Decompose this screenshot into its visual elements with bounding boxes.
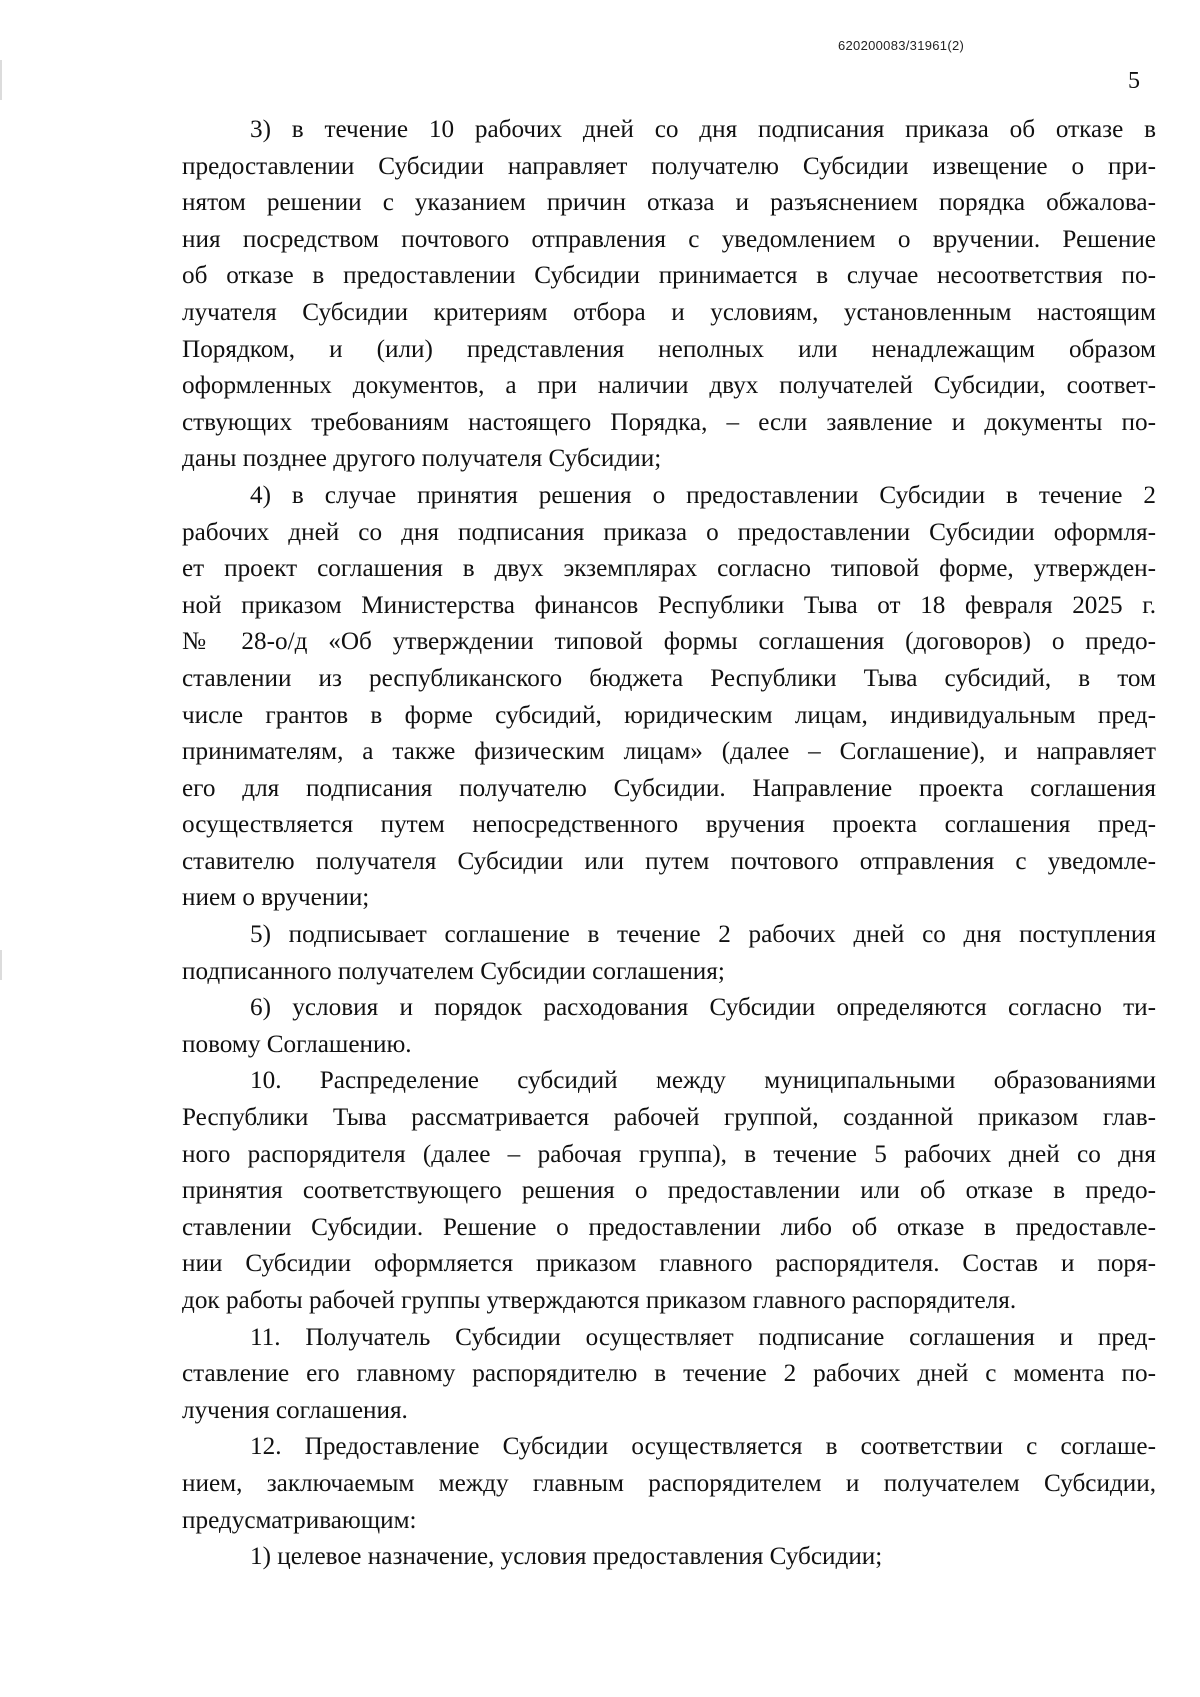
paragraph-p6 [182, 990, 1156, 1063]
text-line: ставлении из республиканского бюджета Республики Тыва субсидий, в том [182, 664, 1156, 692]
paragraph-p5 [182, 917, 1156, 990]
text-line: 4) в случае принятия решения о предоставлении Субсидии в течение 2 [250, 481, 1156, 509]
text-line: осуществляется путем непосредственного вручения проекта соглашения пред- [182, 811, 1156, 839]
text-line: ставлении Субсидии. Решение о предоставлении либо об отказе в предоставле- [182, 1213, 1156, 1241]
text-line: его для подписания получателю Субсидии. Направление проекта соглашения [182, 774, 1156, 802]
text-line: Республики Тыва рассматривается рабочей группой, созданной приказом глав- [182, 1104, 1156, 1132]
text-line: 5) подписывает соглашение в течение 2 рабочих дней со дня поступления [250, 921, 1156, 949]
text-line: ет проект соглашения в двух экземплярах согласно типовой форме, утвержден- [182, 555, 1156, 583]
text-line: предоставлении Субсидии направляет получателю Субсидии извещение о при- [182, 152, 1156, 180]
text-line: ного распорядителя (далее – рабочая группа), в течение 5 рабочих дней со дня [182, 1140, 1156, 1168]
text-line: ния посредством почтового отправления с уведомлением о вручении. Решение [182, 225, 1156, 253]
text-line: 11. Получатель Субсидии осуществляет подписание соглашения и пред- [250, 1323, 1156, 1351]
text-line: Порядком, и (или) представления неполных или ненадлежащим образом [182, 335, 1156, 363]
paragraph-p4 [182, 478, 1156, 917]
text-line: нятом решении с указанием причин отказа и разъяснением порядка обжалова- [182, 189, 1156, 217]
text-line: числе грантов в форме субсидий, юридическим лицам, индивидуальным пред- [182, 701, 1156, 729]
text-line: оформленных документов, а при наличии двух получателей Субсидии, соответ- [182, 372, 1156, 400]
scan-edge-mark [0, 60, 2, 100]
text-line: подписанного получателем Субсидии соглашения; [182, 957, 725, 985]
text-line: 10. Распределение субсидий между муниципальными образованиями [250, 1067, 1156, 1095]
text-line: нием, заключаемым между главным распорядителем и получателем Субсидии, [182, 1469, 1156, 1497]
text-line: лучения соглашения. [182, 1396, 408, 1424]
text-line: 12. Предоставление Субсидии осуществляется в соответствии с соглаше- [250, 1433, 1156, 1461]
text-line: 6) условия и порядок расходования Субсидии определяются согласно ти- [250, 994, 1156, 1022]
text-line: принятия соответствующего решения о предоставлении или об отказе в предо- [182, 1177, 1156, 1205]
text-line: даны позднее другого получателя Субсидии; [182, 445, 662, 473]
text-line: 1) целевое назначение, условия предоставления Субсидии; [250, 1543, 883, 1571]
paragraph-p10 [182, 1063, 1156, 1319]
text-line: лучателя Субсидии критериям отбора и условиям, установленным настоящим [182, 298, 1156, 326]
text-line: ствующих требованиям настоящего Порядка, – если заявление и документы по- [182, 408, 1156, 436]
text-line: 3) в течение 10 рабочих дней со дня подписания приказа об отказе в [250, 116, 1156, 143]
text-line: предусматривающим: [182, 1506, 417, 1534]
scan-edge-mark [0, 950, 2, 980]
paragraph-p11 [182, 1320, 1156, 1430]
page-number: 5 [1128, 68, 1140, 94]
paragraph-p12-1 [182, 1539, 1156, 1576]
text-line: нием о вручении; [182, 884, 370, 912]
text-line: ной приказом Министерства финансов Республики Тыва от 18 февраля 2025 г. [182, 591, 1156, 619]
document-id: 620200083/31961(2) [838, 38, 965, 53]
text-line: повому Соглашению. [182, 1030, 412, 1058]
paragraph-p12 [182, 1429, 1156, 1539]
text-line: принимателям, а также физическим лицам» (далее – Соглашение), и направляет [182, 738, 1156, 766]
text-line: ставителю получателя Субсидии или путем почтового отправления с уведомле- [182, 847, 1156, 875]
text-line: нии Субсидии оформляется приказом главного распорядителя. Состав и поря- [182, 1250, 1156, 1278]
paragraph-p3 [182, 112, 1156, 478]
text-line: ставление его главному распорядителю в течение 2 рабочих дней с момента по- [182, 1360, 1156, 1388]
text-line: об отказе в предоставлении Субсидии принимается в случае несоответствия по- [182, 262, 1156, 290]
text-line: № 28-о/д «Об утверждении типовой формы соглашения (договоров) о предо- [182, 628, 1156, 656]
text-line: док работы рабочей группы утверждаются приказом главного распорядителя. [182, 1287, 1017, 1314]
text-line: рабочих дней со дня подписания приказа о предоставлении Субсидии оформля- [182, 518, 1156, 546]
document-body [182, 112, 1156, 1576]
